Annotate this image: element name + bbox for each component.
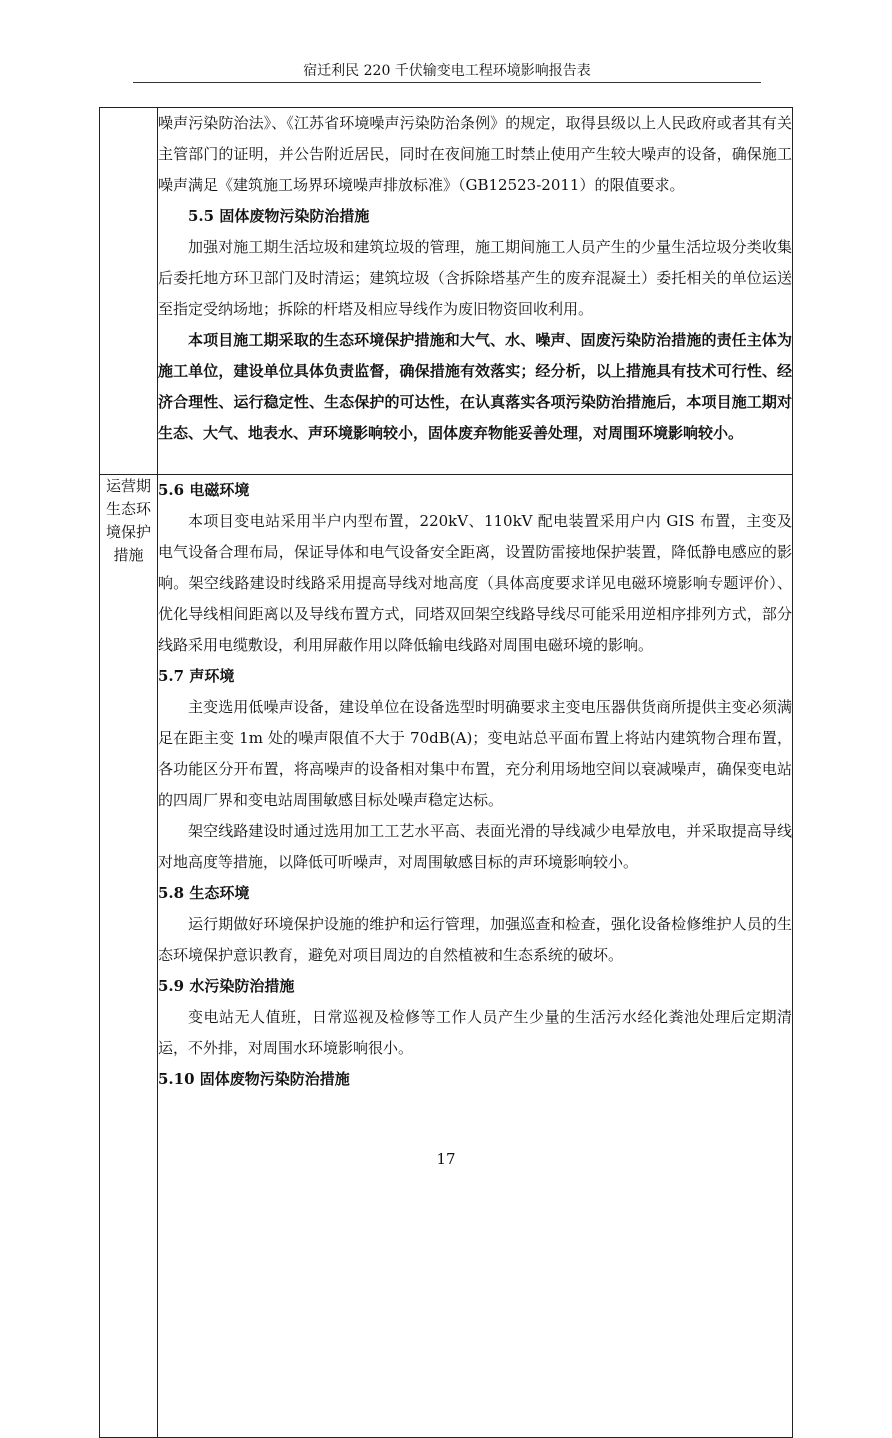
section-heading-5-9: 5.9 水污染防治措施 xyxy=(158,977,295,995)
section-heading-5-7: 5.7 声环境 xyxy=(158,667,235,685)
row-label-cell xyxy=(100,475,158,1438)
page-number: 17 xyxy=(436,1150,456,1168)
page-header-title: 宿迁利民 220 千伏输变电工程环境影响报告表 xyxy=(303,63,591,79)
paragraph-acoustic-transformer: 主变选用低噪声设备，建设单位在设备选型时明确要求主变电压器供货商所提供主变必须满足在距主变 1m 处的噪声限值不大于 70dB(A)；变电站总平面布置上将站内建筑物合理布置，各功能区分开布置，将高噪声的设备相对集中布置，充分利用场地空间以衰减噪声，确保变电站的四周厂界和变电站周围敏感目标处噪声稳定达标。 xyxy=(158,698,792,809)
paragraph-summary-bold: 本项目施工期采取的生态环境保护措施和大气、水、噪声、固废污染防治措施的责任主体为施工单位，建设单位具体负责监督，确保措施有效落实；经分析，以上措施具有技术可行性、经济合理性、运行稳定性、生态保护的可达性，在认真落实各项污染防治措施后，本项目施工期对生态、大气、地表水、声环境影响较小，固体废弃物能妥善处理，对周围环境影响较小。 xyxy=(158,331,792,442)
row-label-operation-measures: 运营期生态环境保护措施 xyxy=(105,477,151,564)
paragraph-electromagnetic: 本项目变电站采用半户内型布置，220kV、110kV 配电装置采用户内 GIS 布置，主变及电气设备合理布局，保证导体和电气设备安全距离，设置防雷接地保护装置，降低静电感应的影响。架空线路建设时线路采用提高导线对地高度（具体高度要求详见电磁环境影响专题评价）、优化导线相间距离以及导线布置方式，同塔双回架空线路导线尽可能采用逆相序排列方式，部分线路采用电缆敷设，利用屏蔽作用以降低输电线路对周围电磁环境的影响。 xyxy=(158,512,792,654)
table-row xyxy=(100,108,793,475)
paragraph-acoustic-lines: 架空线路建设时通过选用加工工艺水平高、表面光滑的导线减少电晕放电，并采取提高导线对地高度等措施，以降低可听噪声，对周围敏感目标的声环境影响较小。 xyxy=(158,822,792,871)
section-heading-5-5: 5.5 固体废物污染防治措施 xyxy=(188,207,370,225)
row-content-cell xyxy=(158,475,793,1438)
section-heading-5-6: 5.6 电磁环境 xyxy=(158,481,250,499)
row-label-cell xyxy=(100,108,158,475)
section-heading-5-10: 5.10 固体废物污染防治措施 xyxy=(158,1070,350,1088)
paragraph-water: 变电站无人值班，日常巡视及检修等工作人员产生少量的生活污水经化粪池处理后定期清运，不外排，对周围水环境影响很小。 xyxy=(158,1008,792,1057)
measures-table xyxy=(99,107,793,1438)
row-content-cell xyxy=(158,108,793,475)
header-rule xyxy=(133,82,761,83)
paragraph-solid-waste: 加强对施工期生活垃圾和建筑垃圾的管理，施工期间施工人员产生的少量生活垃圾分类收集后委托地方环卫部门及时清运；建筑垃圾（含拆除塔基产生的废弃混凝土）委托相关的单位运送至指定受纳场地；拆除的杆塔及相应导线作为废旧物资回收利用。 xyxy=(158,238,792,318)
paragraph-ecology: 运行期做好环境保护设施的维护和运行管理，加强巡查和检查，强化设备检修维护人员的生态环境保护意识教育，避免对项目周边的自然植被和生态系统的破坏。 xyxy=(158,915,792,964)
section-heading-5-8: 5.8 生态环境 xyxy=(158,884,250,902)
paragraph-noise-continued: 噪声污染防治法》、《江苏省环境噪声污染防治条例》的规定，取得县级以上人民政府或者其有关主管部门的证明，并公告附近居民，同时在夜间施工时禁止使用产生较大噪声的设备，确保施工噪声满足《建筑施工场界环境噪声排放标准》（GB12523-2011）的限值要求。 xyxy=(158,114,792,194)
table-row xyxy=(100,475,793,1438)
